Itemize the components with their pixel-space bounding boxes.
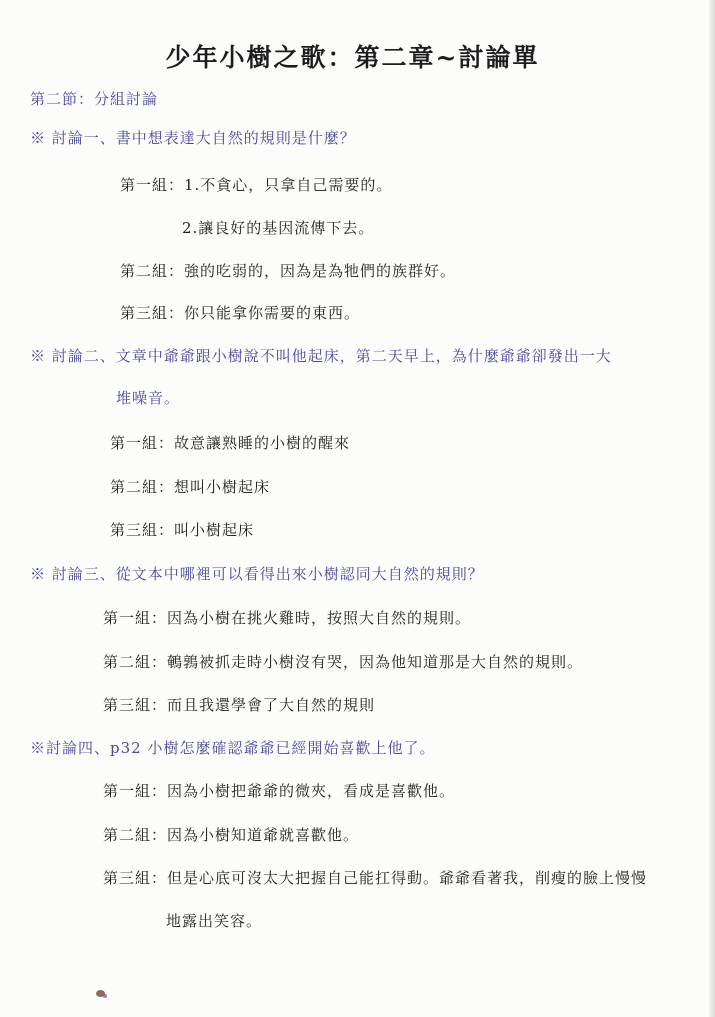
page-title: 少年小樹之歌：第二章~討論單	[165, 43, 540, 72]
question-4: ※討論四、p32 小樹怎麼確認爺爺已經開始喜歡上他了。	[30, 739, 436, 757]
section-heading: 第二節：分組討論	[30, 90, 159, 108]
q4-answer-group2: 第二組：因為小樹知道爺就喜歡他。	[103, 826, 360, 844]
page-edge-shadow	[709, 0, 715, 1017]
q3-answer-group1: 第一組：因為小樹在挑火雞時，按照大自然的規則。	[103, 609, 472, 627]
q2-answer-group1: 第一組：故意讓熟睡的小樹的醒來	[110, 434, 351, 452]
q3-answer-group2: 第二組：鵪鶉被抓走時小樹沒有哭，因為他知道那是大自然的規則。	[103, 653, 584, 671]
question-3: ※ 討論三、從文本中哪裡可以看得出來小樹認同大自然的規則？	[30, 565, 484, 583]
q4-answer-group1: 第一組：因為小樹把爺爺的微夾，看成是喜歡他。	[103, 782, 456, 800]
q2-answer-group3: 第三組：叫小樹起床	[110, 521, 255, 539]
q1-answer-group1: 第一組：1.不貪心，只拿自己需要的。	[120, 176, 393, 194]
q4-answer-group3: 第三組：但是心底可沒太大把握自己能扛得動。爺爺看著我，削瘦的臉上慢慢	[103, 869, 648, 887]
ink-smudge-small	[103, 994, 107, 998]
q4-answer-group3-cont: 地露出笑容。	[166, 912, 263, 930]
question-1: ※ 討論一、書中想表達大自然的規則是什麼？	[30, 129, 356, 147]
question-2-line2: 堆噪音。	[116, 389, 181, 407]
q1-answer-group2: 第二組：強的吃弱的，因為是為牠們的族群好。	[120, 262, 457, 280]
q3-answer-group3: 第三組：而且我還學會了大自然的規則	[103, 696, 376, 714]
q2-answer-group2: 第二組：想叫小樹起床	[110, 478, 271, 496]
q1-answer-group1-cont: 2.讓良好的基因流傳下去。	[182, 219, 375, 237]
q1-answer-group3: 第三組：你只能拿你需要的東西。	[120, 304, 361, 322]
question-2-line1: ※ 討論二、文章中爺爺跟小樹說不叫他起床，第二天早上，為什麼爺爺卻發出一大	[30, 347, 612, 365]
